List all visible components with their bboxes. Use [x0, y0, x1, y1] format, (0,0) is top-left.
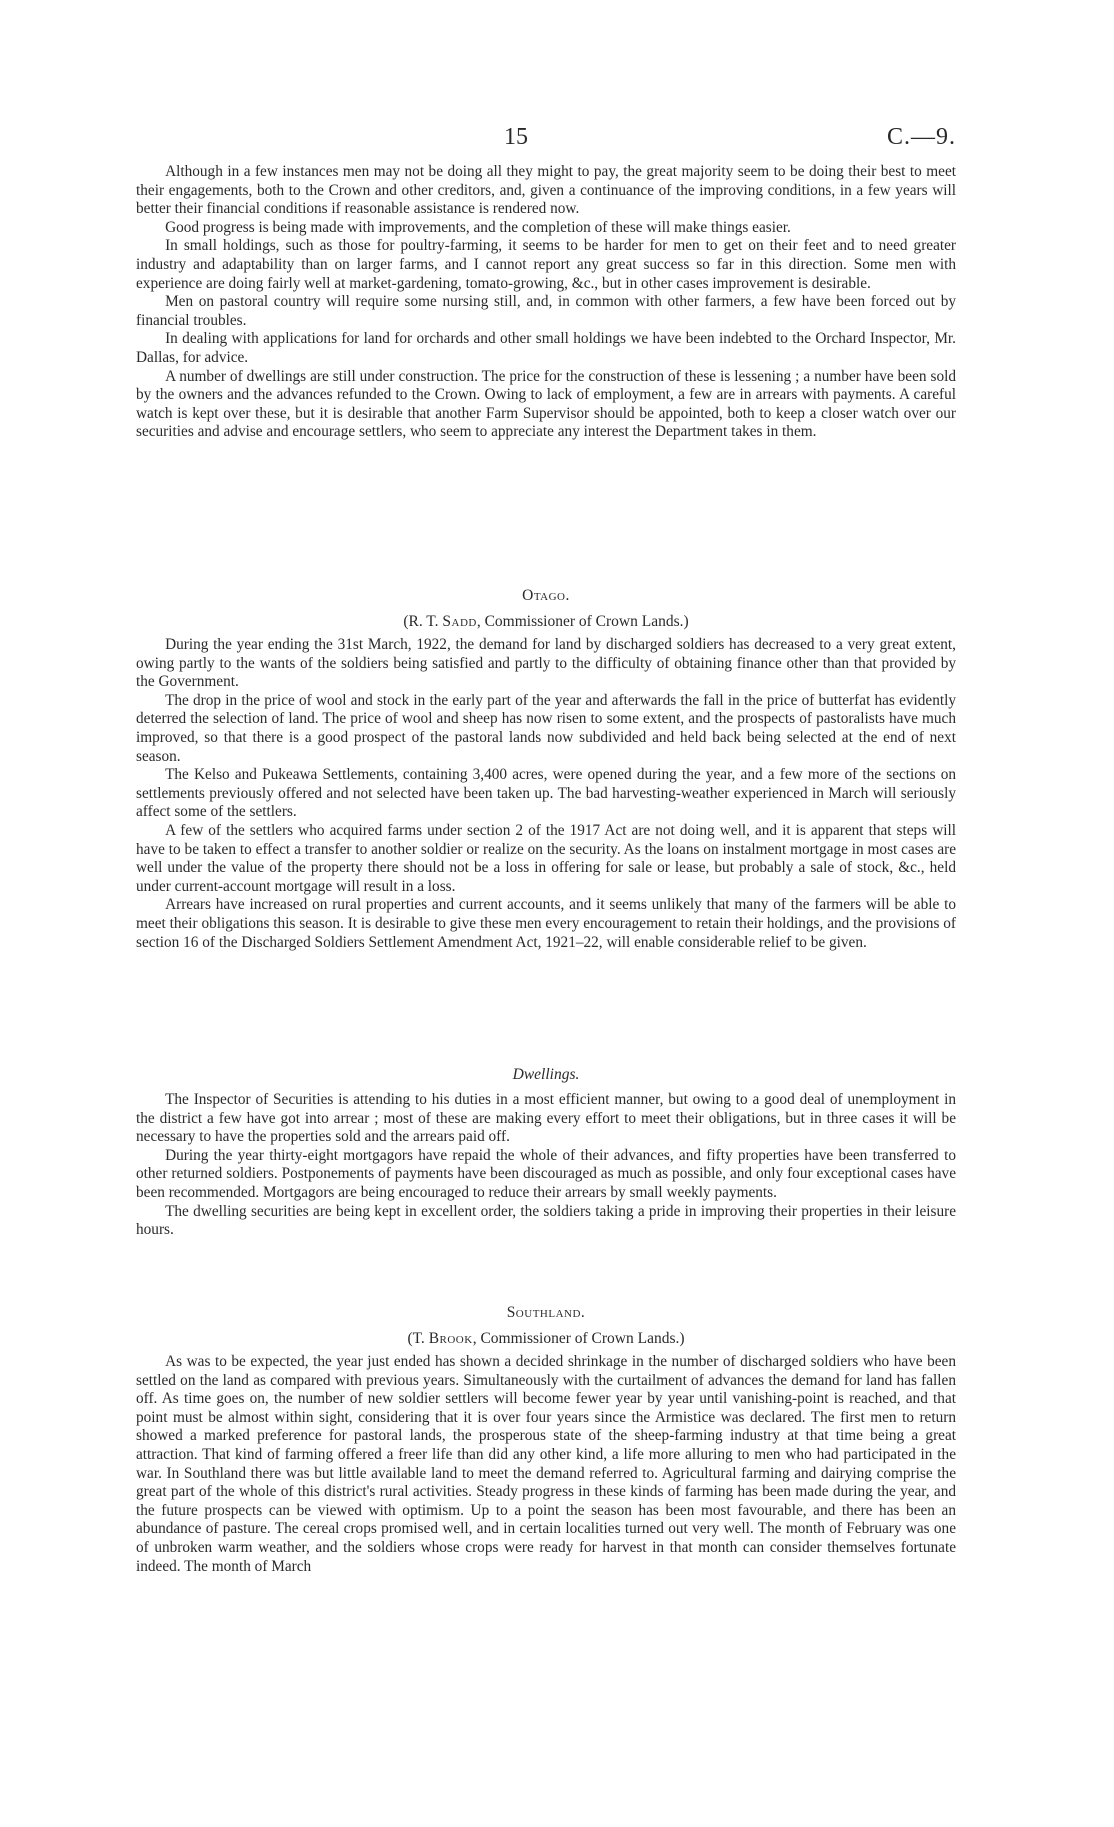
- paragraph: In small holdings, such as those for poultry-farming, it seems to be harder for men to get on their feet and to need greater industry and adaptability than on larger farms, and I cannot report any great success so far in this direction. Some men with experience are doing fairly well at market-gardening, tomato-growing, &c., but in other cases improvement is desirable.: [136, 237, 956, 292]
- paragraph: The dwelling securities are being kept in excellent order, the soldiers taking a pride in improving their properties in their leisure hours.: [136, 1202, 956, 1239]
- paragraph: A few of the settlers who acquired farms under section 2 of the 1917 Act are not doing well, and it is apparent that steps will have to be taken to effect a transfer to another soldier or realize on the security. As the loans on instalment mortgage in most cases are well under the value of the property there should not be a loss in offering for sale or lease, but probably a sale of stock, &c., held under current-account mortgage will result in a loss.: [136, 821, 956, 895]
- section-heading-dwellings: Dwellings.: [512, 1066, 580, 1083]
- section-heading-southland: Southland.: [506, 1304, 586, 1321]
- dwellings-section: [136, 1065, 956, 1240]
- paragraph: Arrears have increased on rural properties and current accounts, and it seems unlikely that many of the farmers will be able to meet their obligations this season. It is desirable to give these men every encouragement to retain their holdings, and the provisions of section 16 of the Discharged Soldiers Settlement Amendment Act, 1921–22, will enable considerable relief to be given.: [136, 896, 956, 951]
- paragraph: Good progress is being made with improvements, and the completion of these will make things easier.: [165, 218, 791, 236]
- southland-section: [136, 1303, 956, 1576]
- paragraph: Men on pastoral country will require some nursing still, and, in common with other farmers, a few have been forced out by financial troubles.: [136, 293, 956, 329]
- commissioner-title: , Commissioner of Crown Lands.): [476, 613, 689, 630]
- paragraph: The Inspector of Securities is attending to his duties in a most efficient manner, but owing to a good deal of unemployment in the district a few have got into arrear ; most of these are making every effort to meet their obligations, but in three cases it will be necessary to have the properties sold and the arrears paid off.: [136, 1091, 956, 1146]
- page-number: 15: [504, 124, 528, 150]
- paragraph: As was to be expected, the year just ended has shown a decided shrinkage in the number of discharged soldiers who have been settled on the land as compared with previous years. Simultaneously with the curtailment of advances the demand for land has fallen off. As time goes on, the number of new soldier settlers will become fewer year by year until vanishing-point is reached, and that point must be almost within sight, considering that it is over four years since the Armistice was declared. The first men to return showed a marked preference for pastoral lands, the prosperous state of the sheep-farming industry at that time being a great attraction. That kind of farming offered a freer life than did any other kind, a life more alluring to men who had participated in the war. In Southland there was but little available land to meet the demand referred to. Agricultural farming and dairying comprise the great part of the whole of this district's rural activities. Steady progress in these kinds of farming has been made during the year, and the future prospects can be viewed with optimism. Up to a point the season has been most favourable, and there has been an abundance of pasture. The cereal crops promised well, and in certain localities turned out very well. The month of February was one of unbroken warm weather, and the soldiers whose crops were ready for harvest in that month can consider themselves fortunate indeed. The month of March: [136, 1353, 956, 1575]
- paragraph: A number of dwellings are still under construction. The price for the construction of these is lessening ; a number have been sold by the owners and the advances refunded to the Crown. Owing to lack of employment, a few are in arrears with payments. A careful watch is kept over these, but it is desirable that another Farm Supervisor should be appointed, both to keep a closer watch over our securities and advise and encourage settlers, who seem to appreciate any interest the Department takes in them.: [136, 367, 956, 441]
- document-reference: C.—9.: [886, 124, 956, 150]
- intro-section: [136, 163, 956, 442]
- paragraph: During the year thirty-eight mortgagors have repaid the whole of their advances, and fifty properties have been transferred to other returned soldiers. Postponements of payments have been discouraged as much as possible, and only four exceptional cases have been recommended. Mortgagors are being encouraged to reduce their arrears by small weekly payments.: [136, 1146, 956, 1201]
- commissioner-prefix: (R. T.: [403, 613, 443, 630]
- commissioner-prefix: (T.: [407, 1330, 429, 1347]
- paragraph: During the year ending the 31st March, 1922, the demand for land by discharged soldiers has decreased to a very great extent, owing partly to the wants of the soldiers being satisfied and partly to the difficulty of obtaining finance other than that provided by the Government.: [136, 636, 956, 691]
- paragraph: In dealing with applications for land for orchards and other small holdings we have been indebted to the Orchard Inspector, Mr. Dallas, for advice.: [136, 330, 956, 366]
- commissioner-name: Sadd: [442, 613, 477, 630]
- commissioner-name: Brook: [428, 1330, 473, 1347]
- commissioner-title: , Commissioner of Crown Lands.): [472, 1330, 685, 1347]
- paragraph: The Kelso and Pukeawa Settlements, containing 3,400 acres, were opened during the year, and a few more of the sections on settlements previously offered and not selected have been taken up. The bad harvesting-weather experienced in March will seriously affect some of the settlers.: [136, 766, 956, 821]
- commissioner-line-otago: [136, 612, 956, 632]
- commissioner-line-southland: [136, 1329, 956, 1349]
- otago-section: [136, 586, 956, 952]
- section-heading-otago: Otago.: [522, 587, 570, 604]
- paragraph: The drop in the price of wool and stock in the early part of the year and afterwards the fall in the price of butterfat has evidently deterred the selection of land. The price of wool and sheep has now risen to some extent, and the prospects of pastoralists have much improved, so that there is a good prospect of the pastoral lands now subdivided and held back being selected at the end of next season.: [136, 691, 956, 765]
- paragraph: Although in a few instances men may not be doing all they might to pay, the great majority seem to be doing their best to meet their engagements, both to the Crown and other creditors, and, given a continuance of the improving conditions, in a few years will better their financial conditions if reasonable assistance is rendered now.: [136, 163, 956, 218]
